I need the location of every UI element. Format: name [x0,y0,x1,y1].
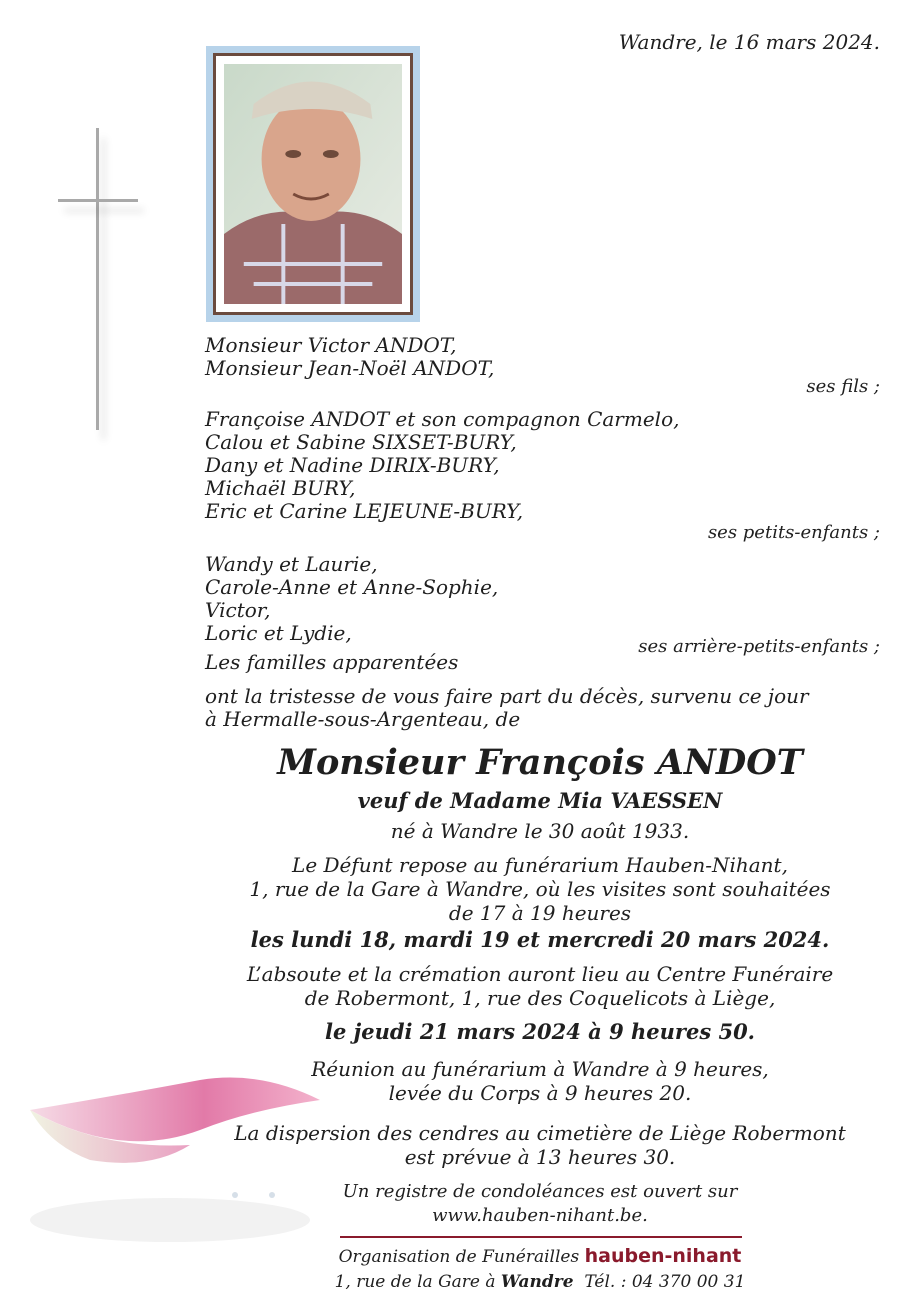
date-line: Wandre, le 16 mars 2024. [618,30,880,54]
dispersion-text [160,1121,918,1169]
register-link[interactable]: www.hauben-nihant.be. [432,1205,648,1226]
grandchildren-list [205,408,885,523]
ceremony-date: le jeudi 21 mars 2024 à 9 heures 50. [325,1019,755,1044]
list-item: Dany et Nadine DIRIX-BURY, [205,453,500,477]
rest-line: de 17 à 19 heures [448,901,632,925]
meeting-line: levée du Corps à 9 heures 20. [388,1081,692,1105]
brand-logo: hauben-nihant [584,1245,742,1267]
grandchildren-label: ses petits-enfants ; [707,522,880,543]
cross-horizontal-bar [58,199,138,202]
deceased-name: Monsieur François ANDOT [277,742,803,783]
register-text [160,1180,918,1228]
ceremony-text [160,962,918,1010]
cross-vertical-bar [96,128,99,430]
birth-line: né à Wandre le 30 août 1933. [390,819,690,843]
list-item: Eric et Carine LEJEUNE-BURY, [205,499,524,523]
sons-label: ses fils ; [806,376,880,397]
portrait-photo-icon [224,64,402,304]
register-line: Un registre de condoléances est ouvert sur [342,1181,738,1202]
footer-divider [340,1236,742,1238]
sons-list [205,334,885,380]
address-prefix: 1, rue de la Gare à [334,1272,496,1292]
list-item: Loric et Lydie, [205,621,352,645]
footer-organisation [160,1245,918,1267]
list-item: Monsieur Victor ANDOT, [205,333,457,357]
org-prefix: Organisation de Funérailles [338,1247,580,1267]
list-item: Monsieur Jean-Noël ANDOT, [205,356,495,380]
visit-dates: les lundi 18, mardi 19 et mercredi 20 mars 2024. [250,927,830,952]
list-item: Françoise ANDOT et son compagnon Carmelo, [205,407,680,431]
portrait-frame [206,46,420,322]
list-item: Victor, [205,598,271,622]
ceremony-line: de Robermont, 1, rue des Coquelicots à Liège, [304,986,776,1010]
rest-line: 1, rue de la Gare à Wandre, où les visites sont souhaitées [249,877,831,901]
rest-text [160,853,918,925]
phone-number: Tél. : 04 370 00 31 [584,1272,746,1292]
rest-line: Le Défunt repose au funérarium Hauben-Nihant, [292,853,788,877]
announcement-line: ont la tristesse de vous faire part du décès, survenu ce jour [205,684,809,708]
great-grandchildren-list [205,553,885,645]
list-item: Calou et Sabine SIXSET-BURY, [205,430,517,454]
dispersion-line: est prévue à 13 heures 30. [404,1145,676,1169]
list-item: Wandy et Laurie, [205,552,378,576]
announcement [205,685,885,731]
great-grandchildren-label: ses arrière-petits-enfants ; [638,636,880,657]
families-line: Les familles apparentées [205,650,459,674]
list-item: Michaël BURY, [205,476,356,500]
address-city: Wandre [500,1272,574,1292]
footer-address [160,1272,918,1292]
announcement-line: à Hermalle-sous-Argenteau, de [205,707,521,731]
widower-line: veuf de Madame Mia VAESSEN [357,788,723,813]
list-item: Carole-Anne et Anne-Sophie, [205,575,499,599]
meeting-line: Réunion au funérarium à Wandre à 9 heures, [311,1057,769,1081]
ceremony-line: L’absoute et la crémation auront lieu au Centre Funéraire [246,962,834,986]
dispersion-line: La dispersion des cendres au cimetière de Liège Robermont [234,1121,846,1145]
